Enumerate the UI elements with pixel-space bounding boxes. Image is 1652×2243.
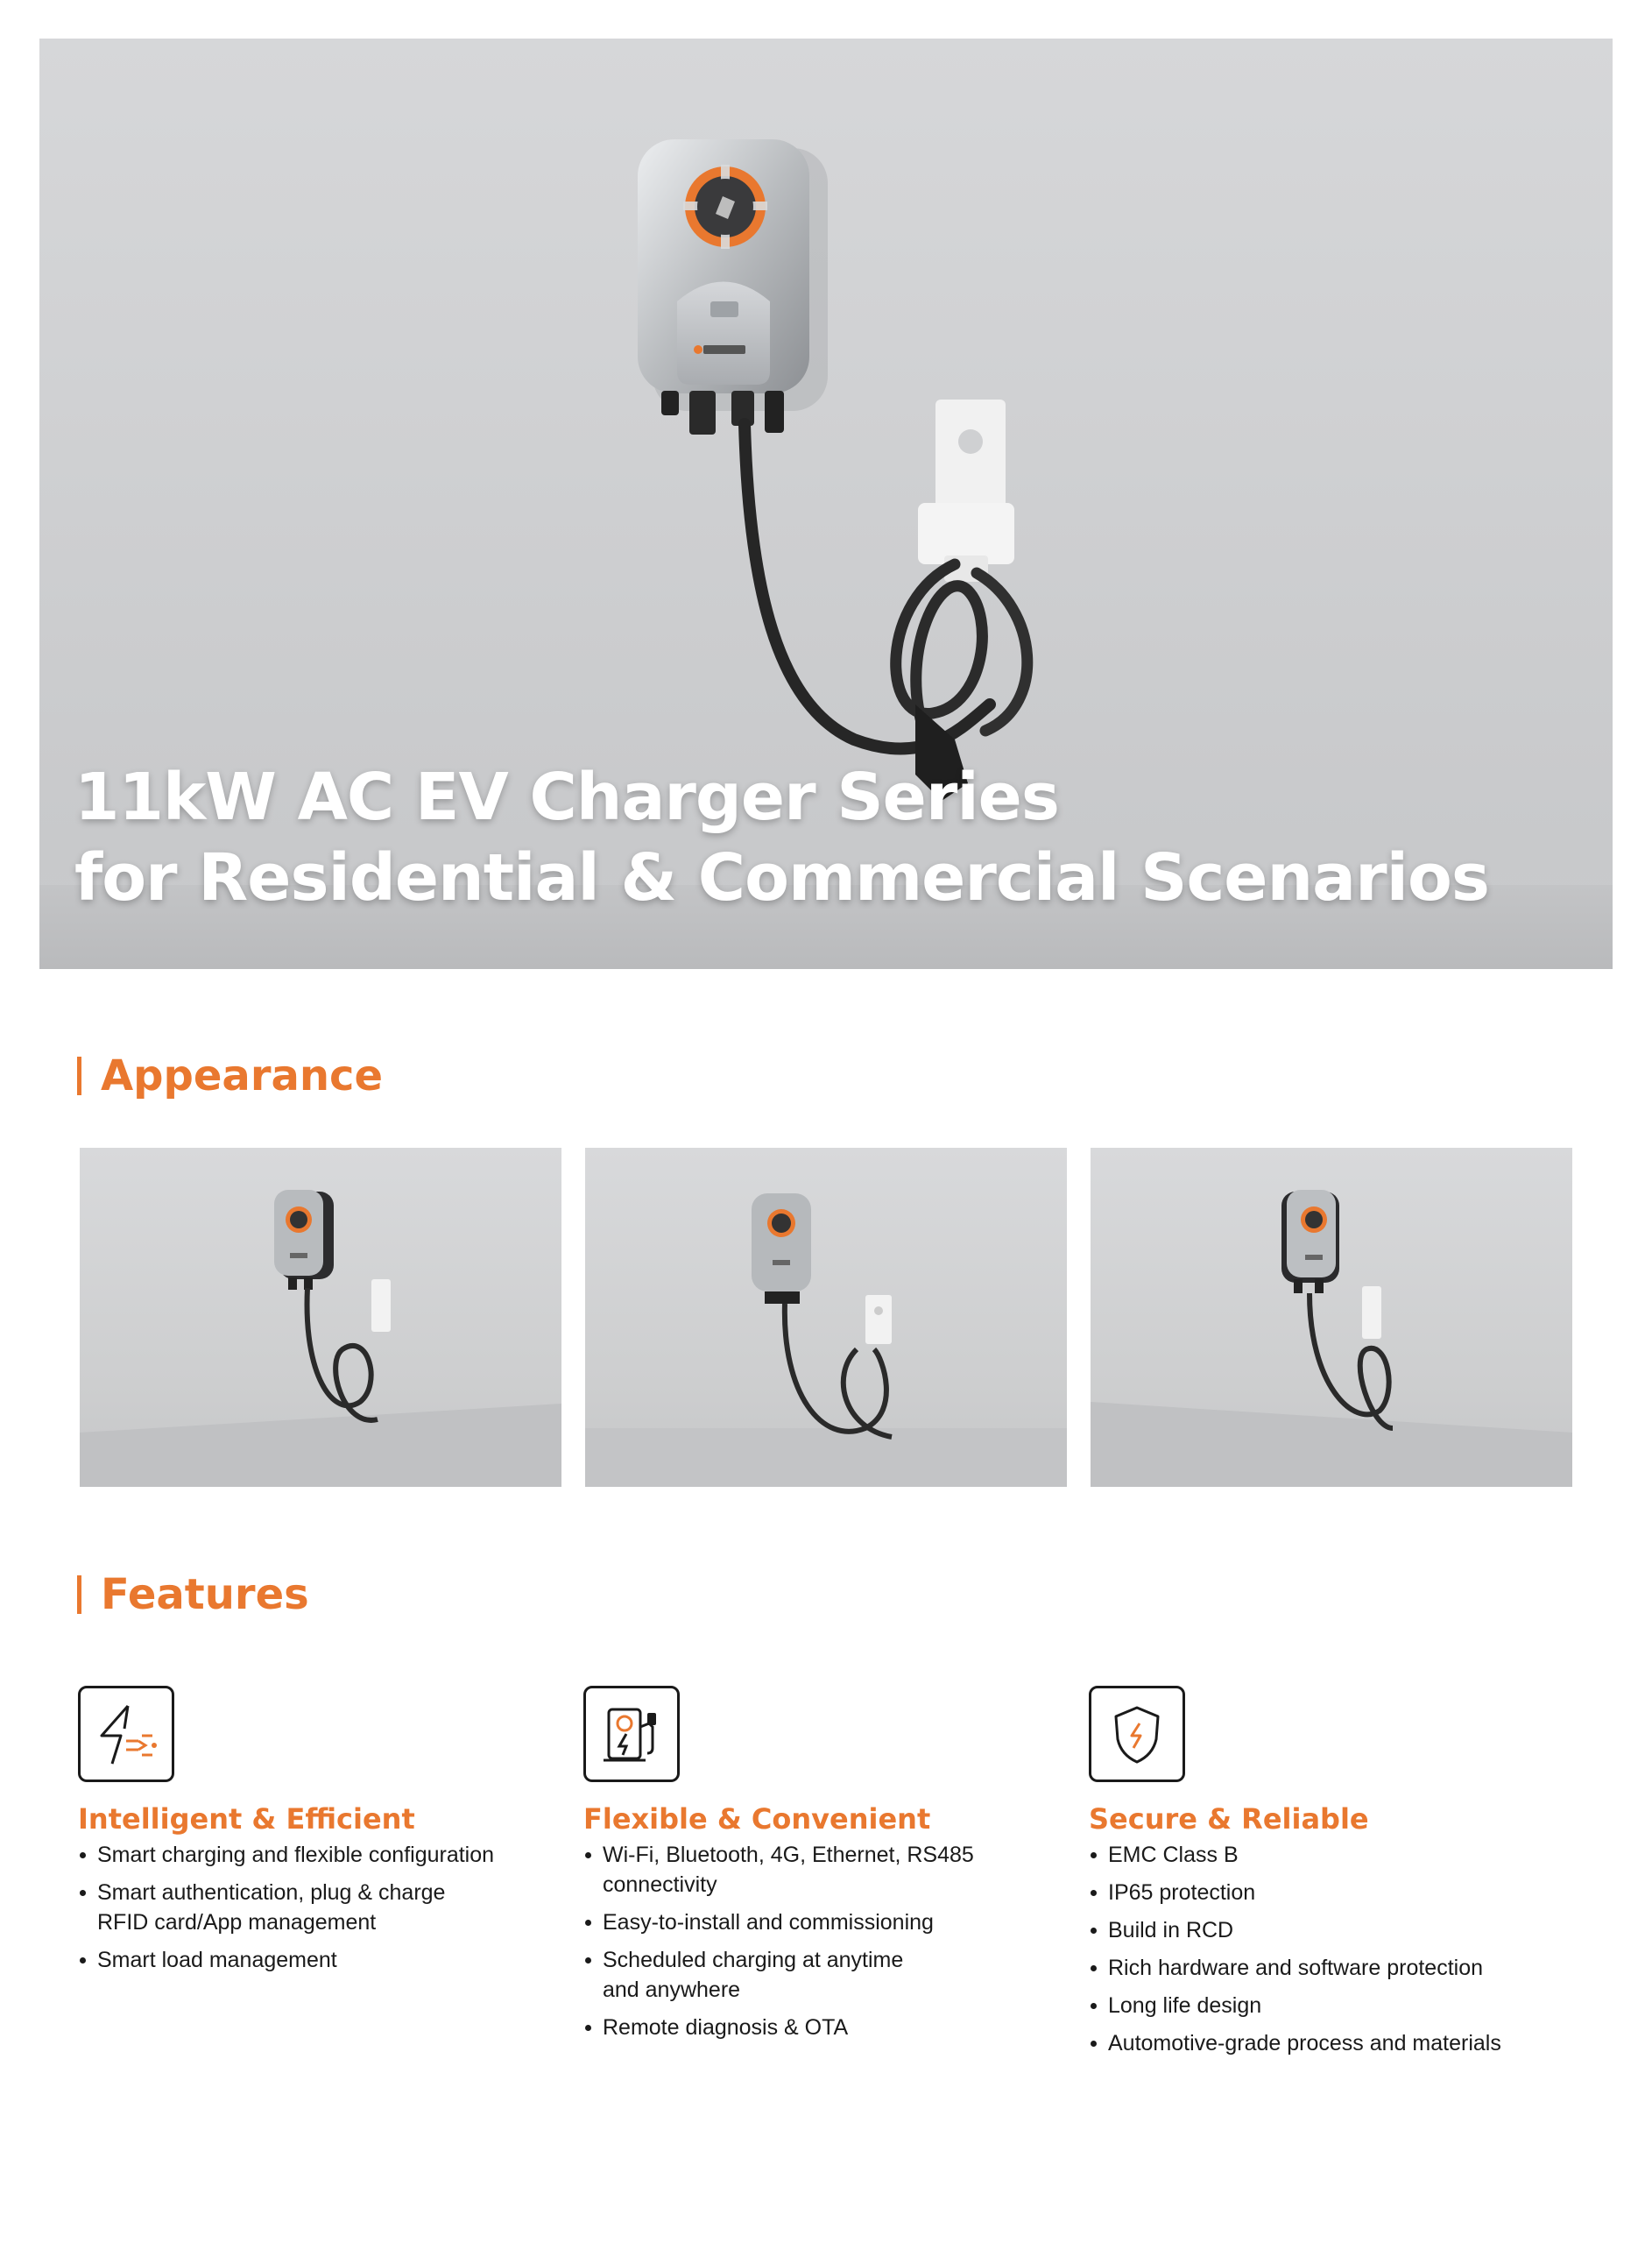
list-item: Smart load management <box>78 1945 568 1975</box>
list-item: IP65 protection <box>1089 1878 1579 1907</box>
appearance-image-center <box>585 1148 1067 1487</box>
feature-points-list <box>1089 1840 1579 2058</box>
list-item: Rich hardware and software protection <box>1089 1953 1579 1983</box>
appearance-heading <box>77 1050 383 1102</box>
hero-banner <box>39 39 1613 969</box>
appearance-heading-text: Appearance <box>101 1051 384 1100</box>
list-item: Easy-to-install and commissioning <box>583 1907 1074 1937</box>
list-item: Scheduled charging at anytime and anywhere <box>583 1945 916 2005</box>
charger-front-image <box>585 1148 1067 1487</box>
feature-secure-reliable <box>1089 1686 1579 2066</box>
hero-title-line-1: 11kW AC EV Charger Series <box>74 760 1059 835</box>
list-item: Long life design <box>1089 1991 1579 2020</box>
list-item: Wi-Fi, Bluetooth, 4G, Ethernet, RS485 connectivity <box>583 1840 1004 1900</box>
hero-title-line-2: for Residential & Commercial Scenarios <box>74 840 1489 916</box>
shield-lightning-icon <box>1089 1686 1185 1782</box>
feature-points-list <box>78 1840 568 1975</box>
list-item: EMC Class B <box>1089 1840 1579 1870</box>
hero-title <box>74 757 1489 918</box>
appearance-image-right <box>1091 1148 1572 1487</box>
list-item: Smart authentication, plug & charge RFID card/App management <box>78 1878 455 1937</box>
appearance-image-left <box>80 1148 561 1487</box>
feature-flexible-convenient <box>583 1686 1074 2050</box>
heading-accent-bar <box>77 1057 81 1095</box>
features-heading-text: Features <box>101 1570 309 1619</box>
feature-title: Intelligent & Efficient <box>78 1802 415 1836</box>
heading-accent-bar <box>77 1575 81 1614</box>
charging-station-icon <box>583 1686 680 1782</box>
feature-title: Flexible & Convenient <box>583 1802 931 1836</box>
feature-points-list <box>583 1840 1074 2042</box>
charger-angle-left-image <box>80 1148 561 1487</box>
list-item: Automotive-grade process and materials <box>1089 2028 1579 2058</box>
charger-angle-right-image <box>1091 1148 1572 1487</box>
features-heading <box>77 1568 309 1621</box>
list-item: Smart charging and flexible configuration <box>78 1840 568 1870</box>
lightning-efficiency-icon <box>78 1686 174 1782</box>
feature-intelligent-efficient <box>78 1686 568 1983</box>
feature-title: Secure & Reliable <box>1089 1802 1369 1836</box>
list-item: Build in RCD <box>1089 1915 1579 1945</box>
list-item: Remote diagnosis & OTA <box>583 2013 1074 2042</box>
